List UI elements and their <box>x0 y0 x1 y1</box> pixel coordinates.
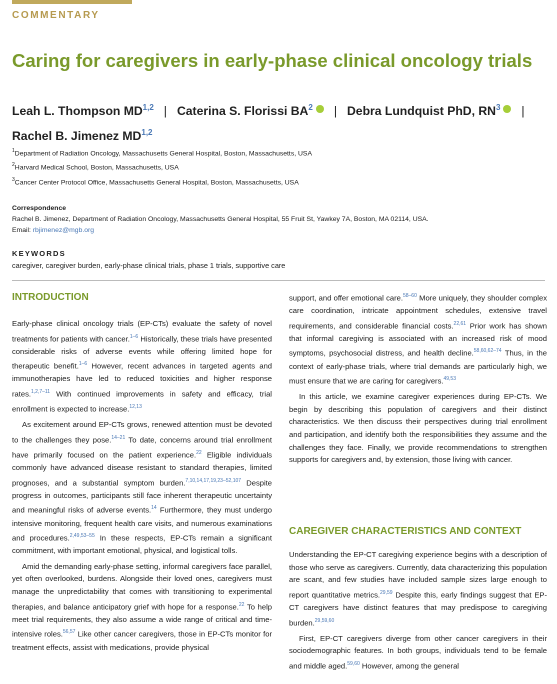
keywords-heading: KEYWORDS <box>12 249 66 258</box>
paragraph-text: However, recent advances in targeted agents and immunotherapies have led to reduced toxicities and higher response rates. <box>12 361 273 399</box>
paragraph-text: More uniquely, they shoulder complex care coordination, intricate appointment schedules, extensive travel requirements, and considerable financial costs. <box>289 293 547 331</box>
paragraph-text: support, and offer emotional care. <box>289 293 403 303</box>
correspondence-heading: Correspondence <box>12 205 67 212</box>
author-1[interactable]: Leah L. Thompson MD$^{1,2}$ <box>12 103 154 119</box>
citation-link[interactable]: 1,2,7–11 <box>31 389 51 396</box>
keywords-list: caregiver, caregiver burden, early-phase clinical trials, phase 1 trials, supportive care <box>12 261 286 270</box>
section-divider <box>12 280 545 281</box>
citation-link[interactable]: 1–6 <box>78 361 88 368</box>
citation-link[interactable]: 12,13 <box>129 404 142 411</box>
affiliation-2: $^2$Harvard Medical School, Boston, Massachusetts, USA <box>12 162 179 172</box>
article-title: Caring for caregivers in early-phase clinical oncology trials <box>12 50 533 71</box>
citation-link[interactable]: 7,10,14,17,19,23–52,107 <box>185 477 242 484</box>
right-paragraph-2: In this article, we examine caregiver experiences during EP-CTs. We begin by describing this population of caregivers and their distinct characteristics. We then discuss their perspectives during trial enrollment and participation, and identify both the responsibilities they assume and the challenges they face. Finally, we provide recommendations to strengthen supports for caregivers and, by extension, those living with cancer. <box>289 392 547 465</box>
paragraph-text: Amid the demanding early-phase setting, informal caregivers face parallel, yet often overlooked, burdens. Alongside their loved ones, caregivers must manage the unpredictability that comes with transitioning to experimental therapies, and balance anticipatory grief with hope for a response. <box>12 561 272 612</box>
intro-paragraph-1 <box>12 318 272 416</box>
citation-link[interactable]: 14 <box>151 505 157 512</box>
citation-link[interactable]: 59,60 <box>347 660 360 667</box>
paragraph-text: However, among the general <box>359 661 459 671</box>
section-label: COMMENTARY <box>12 10 100 21</box>
right-column <box>289 290 547 470</box>
orcid-icon[interactable] <box>316 105 324 113</box>
citation-link[interactable]: 49,53 <box>443 376 456 383</box>
citation-link[interactable]: 22,61 <box>453 320 467 327</box>
email-link[interactable]: rbjimenez@mgb.org <box>32 227 95 234</box>
author-2[interactable]: Caterina S. Florissi $BA^2$ <box>177 104 324 118</box>
paragraph-text: Furthermore, they must undergo intensive monitoring, frequent health care visits, and numerous examinations and procedures. <box>12 505 272 543</box>
correspondence-email-line: Email: rbjimenez@mgb.org <box>12 227 95 234</box>
paragraph-text: To date, concerns around trial enrollment have primarily focused on the patient experience. <box>12 435 272 460</box>
paragraph-text: Despite progress in outcomes, participants still face inherent therapeutic uncertainty and meaningful risks of adverse events. <box>12 478 272 515</box>
paragraph-text: To help meet trial requirements, they also assume a wide range of critical and time-intensive roles. <box>12 602 272 639</box>
citation-link[interactable]: 22 <box>196 450 202 456</box>
orcid-icon[interactable] <box>503 105 511 113</box>
paragraph-text: First, EP-CT caregivers diverge from other cancer caregivers in their sociodemographic features. In both groups, individuals tend to be female and middle aged. <box>289 633 547 671</box>
citation-link[interactable]: 2,49,53–55 <box>69 533 95 540</box>
citation-link[interactable]: 29,59,60 <box>314 617 335 624</box>
paragraph-text: Early-phase clinical oncology trials (EP-CTs) evaluate the safety of novel treatments for patients with cancer. <box>12 319 272 344</box>
paragraph-text: Eligible individuals commonly have advanced disease resistant to standard therapies, limited prognoses, and a substantial symptom burden. <box>12 450 272 488</box>
citation-link[interactable]: 56,57 <box>62 629 76 636</box>
paragraph-text: With continued improvements in safety and efficacy, trial enrollment is expected to increase. <box>12 389 272 414</box>
correspondence-block <box>12 214 542 236</box>
citation-link[interactable]: 1–6 <box>129 333 139 340</box>
intro-heading: INTRODUCTION <box>12 292 89 303</box>
left-column <box>12 318 272 657</box>
right-paragraph-1 <box>289 290 547 388</box>
correspondence-address: Rachel B. Jimenez, Department of Radiation Oncology, Massachusetts General Hospital, 55 Fruit St, Yawkey 7A, Boston, MA 02114, USA. <box>12 216 429 223</box>
intro-paragraph-2 <box>12 419 272 558</box>
paragraph-text: Historically, these trials have presented considerable risks of adverse events while offering limited hope for therapeutic benefit. <box>12 334 273 371</box>
author-separator: | <box>163 104 167 119</box>
author-list <box>12 97 552 147</box>
paragraph-text: Understanding the EP-CT caregiving experience begins with a description of those who serve as caregivers. Currently, data characterizing this population are scant, and few studies have included sample sizes large enough to report quantitative metrics. <box>289 550 547 600</box>
right-column-lower <box>289 549 547 676</box>
right-paragraph-3 <box>289 549 547 630</box>
paragraph-text: Like other cancer caregivers, those in EP-CTs monitor for treatment effects, assist with medications, provide physical <box>12 629 272 652</box>
citation-link[interactable]: 58–60 <box>402 293 417 299</box>
author-4[interactable]: Rachel B. Jimenez MD$^{1,2}$ <box>12 128 153 144</box>
citation-link[interactable]: 14–21 <box>111 434 126 441</box>
citation-link[interactable]: 22 <box>238 601 245 608</box>
author-separator: | <box>521 104 525 119</box>
header-accent-bar <box>12 0 132 4</box>
caregiver-heading: CAREGIVER CHARACTERISTICS AND CONTEXT <box>289 526 522 537</box>
affiliation-1: $^1$Department of Radiation Oncology, Massachusetts General Hospital, Boston, Massachusetts, USA <box>12 148 312 158</box>
paragraph-text: As excitement around EP-CTs grows, renewed attention must be devoted to the challenges they pose. <box>12 420 272 445</box>
paragraph-text: Despite this, early findings suggest that EP-CT caregivers have distinct features that may predispose to caregiving burden. <box>289 590 547 628</box>
author-3[interactable]: Debra Lundquist PhD, $RN^3$ <box>347 104 511 118</box>
citation-link[interactable]: 29,59 <box>380 589 393 596</box>
affiliation-3: $^3$Cancer Center Protocol Office, Massachusetts General Hospital, Boston, Massachusetts, USA <box>12 177 299 187</box>
citation-link[interactable]: 58,60,62–74 <box>473 348 502 355</box>
author-separator: | <box>333 104 337 119</box>
right-paragraph-4 <box>289 633 547 673</box>
paragraph-text: Prior work has shown that informal caregiving is associated with an increased risk of mood symptoms, psychosocial distress, and health decline. <box>289 321 548 358</box>
paragraph-text: In these respects, EP-CTs remain a significant commitment, with important emotional, physical, and logistical tolls. <box>12 533 272 556</box>
intro-paragraph-3 <box>12 561 272 654</box>
paragraph-text: Thus, in the context of early-phase trials, where trial demands are particularly high, we must ensure that we are caring for caregivers. <box>289 348 547 386</box>
